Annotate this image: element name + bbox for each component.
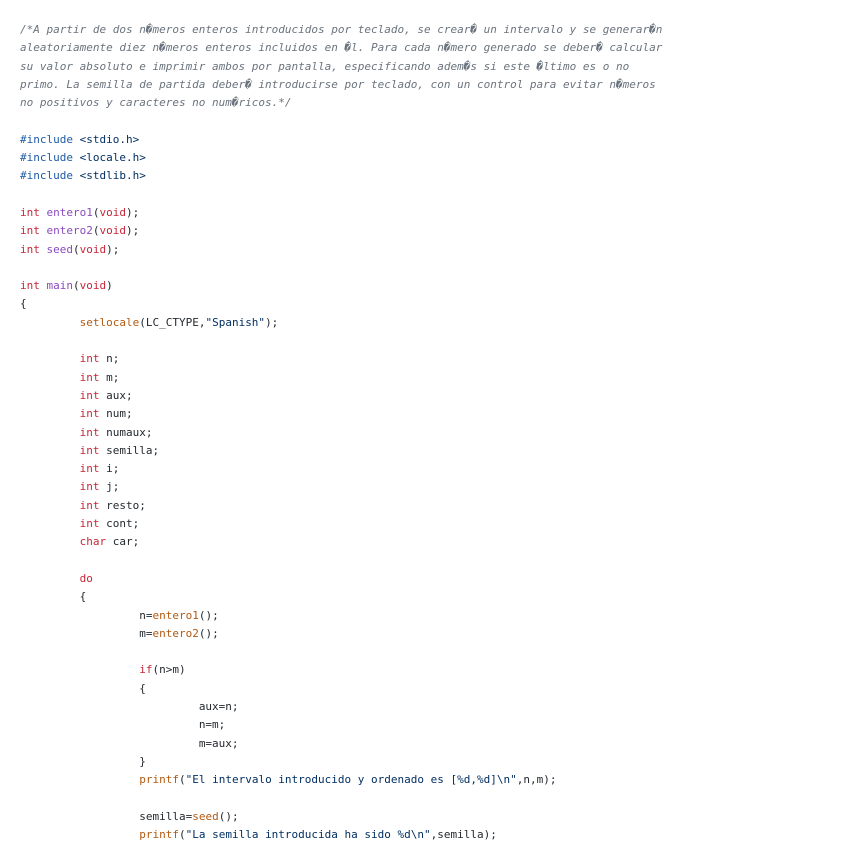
code-line[interactable] xyxy=(20,698,662,716)
code-token xyxy=(20,773,139,786)
code-token: int xyxy=(20,279,40,293)
code-token xyxy=(20,517,80,530)
code-token: cont; xyxy=(99,517,140,531)
code-line[interactable] xyxy=(20,350,662,368)
code-token: int xyxy=(20,224,40,238)
code-token xyxy=(20,371,80,384)
code-token xyxy=(73,133,80,146)
code-token: su valor absoluto e imprimir ambos por pantalla, especificando adem�s si este �ltimo es o no xyxy=(20,59,630,73)
code-token: n=m; xyxy=(198,718,226,732)
code-token: int xyxy=(79,388,100,402)
code-token: main xyxy=(46,279,73,293)
code-line[interactable] xyxy=(20,222,662,240)
code-token: int xyxy=(79,370,100,384)
code-token: int xyxy=(20,205,40,219)
code-token: (); xyxy=(218,809,239,823)
code-token: char xyxy=(79,535,107,549)
code-token: ) xyxy=(106,279,113,293)
code-token xyxy=(20,682,139,695)
code-line[interactable] xyxy=(20,149,662,167)
code-token: j; xyxy=(99,480,120,494)
code-token: ); xyxy=(125,205,140,219)
code-line[interactable] xyxy=(20,387,662,405)
code-line[interactable] xyxy=(20,661,662,679)
code-line[interactable] xyxy=(20,94,662,112)
code-line[interactable] xyxy=(20,241,662,259)
code-token xyxy=(20,462,80,475)
code-line[interactable] xyxy=(20,753,662,771)
code-line[interactable] xyxy=(20,259,662,277)
code-token: entero1 xyxy=(152,608,199,622)
code-token xyxy=(40,206,47,219)
code-token xyxy=(40,224,47,237)
code-line[interactable] xyxy=(20,533,662,551)
code-token: int xyxy=(20,242,40,256)
code-token xyxy=(20,444,80,457)
code-line[interactable] xyxy=(20,405,662,423)
code-token: int xyxy=(79,425,100,439)
code-token: ( xyxy=(73,242,80,256)
code-token: entero2 xyxy=(46,224,93,238)
code-token xyxy=(40,279,47,292)
code-token: /*A partir de dos n�meros enteros introducidos por teclado, se crear� un intervalo y se generar�n xyxy=(20,23,663,36)
code-line[interactable] xyxy=(20,826,662,844)
code-token: ,n,m); xyxy=(516,773,557,787)
code-token xyxy=(73,169,80,182)
code-line[interactable] xyxy=(20,680,662,698)
code-token: ( xyxy=(92,205,100,219)
code-token: car; xyxy=(106,535,140,549)
code-token xyxy=(20,590,80,603)
code-token: ( xyxy=(178,773,186,787)
code-token: semilla= xyxy=(139,809,193,823)
code-token: (); xyxy=(198,626,219,640)
code-line[interactable] xyxy=(20,588,662,606)
code-token xyxy=(20,426,80,439)
code-token: printf xyxy=(139,773,179,787)
code-token: aleatoriamente diez n�meros enteros incluidos en �l. Para cada n�mero generado se deber� calcular xyxy=(20,41,663,55)
code-token: no positivos y caracteres no num�ricos.*/ xyxy=(20,96,292,110)
code-token: m=aux; xyxy=(198,736,239,750)
code-token: (); xyxy=(198,608,219,622)
code-token xyxy=(20,407,80,420)
code-token: seed xyxy=(192,809,219,823)
code-token: (LC_CTYPE, xyxy=(139,315,206,329)
code-token: <stdlib.h> xyxy=(79,169,146,183)
code-token xyxy=(20,627,139,640)
code-token: ); xyxy=(106,242,120,256)
code-token: void xyxy=(99,205,126,219)
code-token: ( xyxy=(73,279,80,293)
code-token: void xyxy=(79,279,107,293)
code-token xyxy=(20,718,199,731)
code-line[interactable] xyxy=(20,314,662,332)
code-line[interactable] xyxy=(20,167,662,185)
code-token xyxy=(20,572,80,585)
code-token: m; xyxy=(99,370,120,384)
code-token xyxy=(40,243,47,256)
code-token: { xyxy=(79,590,87,604)
code-token: void xyxy=(79,242,107,256)
code-token: ( xyxy=(92,224,100,238)
code-token: aux=n; xyxy=(198,699,239,713)
code-token: aux; xyxy=(99,388,133,402)
code-token: n; xyxy=(99,352,120,366)
code-token: void xyxy=(99,224,126,238)
code-token xyxy=(20,663,139,676)
code-token: i; xyxy=(99,462,120,476)
code-line[interactable] xyxy=(20,112,662,130)
code-line[interactable] xyxy=(20,478,662,496)
code-token xyxy=(20,828,139,841)
code-token xyxy=(20,700,199,713)
code-line[interactable] xyxy=(20,771,662,789)
code-token xyxy=(20,480,80,493)
code-token: <locale.h> xyxy=(79,151,146,165)
code-token xyxy=(20,352,80,365)
code-line[interactable] xyxy=(20,789,662,807)
code-token: #include xyxy=(20,169,73,183)
code-token: printf xyxy=(139,828,179,842)
code-token xyxy=(20,755,139,768)
code-token: int xyxy=(79,498,100,512)
code-token: int xyxy=(79,517,100,531)
code-line[interactable] xyxy=(20,277,662,295)
code-line[interactable] xyxy=(20,643,662,661)
code-token: entero1 xyxy=(46,205,93,219)
code-line[interactable] xyxy=(20,497,662,515)
code-line[interactable] xyxy=(20,21,662,39)
code-token: (n>m) xyxy=(152,663,186,677)
code-line[interactable] xyxy=(20,442,662,460)
code-line[interactable] xyxy=(20,131,662,149)
code-line[interactable] xyxy=(20,76,662,94)
code-token: numaux; xyxy=(99,425,153,439)
code-token xyxy=(20,535,80,548)
code-line[interactable] xyxy=(20,515,662,533)
code-token: #include xyxy=(20,132,73,146)
code-token: resto; xyxy=(99,498,146,512)
code-token: int xyxy=(79,407,100,421)
code-line[interactable] xyxy=(20,625,662,643)
code-token: ); xyxy=(125,224,140,238)
code-token xyxy=(20,810,139,823)
code-token: n= xyxy=(139,608,153,622)
code-token xyxy=(20,499,80,512)
code-line[interactable] xyxy=(20,460,662,478)
code-token: if xyxy=(139,663,153,677)
code-token: num; xyxy=(99,407,133,421)
code-token: "La semilla introducida ha sido %d\n" xyxy=(185,828,431,842)
code-token: entero2 xyxy=(152,626,199,640)
code-line[interactable] xyxy=(20,186,662,204)
code-line[interactable] xyxy=(20,552,662,570)
code-token: <stdio.h> xyxy=(79,132,140,146)
code-token: setlocale xyxy=(79,315,140,329)
code-token: semilla; xyxy=(99,443,160,457)
code-token: "El intervalo introducido y ordenado es [%d,%d]\n" xyxy=(185,773,517,787)
code-token xyxy=(20,609,139,622)
code-token: int xyxy=(79,443,100,457)
code-token: #include xyxy=(20,151,73,165)
code-token: int xyxy=(79,462,100,476)
code-line[interactable] xyxy=(20,808,662,826)
code-line[interactable] xyxy=(20,607,662,625)
code-token: } xyxy=(139,754,146,768)
code-token: ,semilla); xyxy=(430,828,497,842)
code-token: primo. La semilla de partida deber� introducirse por teclado, con un control para evitar n�meros xyxy=(20,77,656,91)
code-token xyxy=(20,737,199,750)
code-line[interactable] xyxy=(20,369,662,387)
code-token xyxy=(20,389,80,402)
code-line[interactable] xyxy=(20,570,662,588)
code-line[interactable] xyxy=(20,295,662,313)
code-editor[interactable] xyxy=(20,21,662,844)
code-token: ); xyxy=(265,315,279,329)
code-line[interactable] xyxy=(20,716,662,734)
code-line[interactable] xyxy=(20,39,662,57)
code-token: do xyxy=(79,571,93,585)
code-token: { xyxy=(139,681,146,695)
code-line[interactable] xyxy=(20,332,662,350)
code-line[interactable] xyxy=(20,204,662,222)
code-token: int xyxy=(79,352,100,366)
code-token: ( xyxy=(178,828,186,842)
code-line[interactable] xyxy=(20,424,662,442)
code-token xyxy=(20,316,80,329)
code-token: int xyxy=(79,480,100,494)
code-token: "Spanish" xyxy=(205,315,266,329)
code-token: { xyxy=(20,297,27,311)
code-token: m= xyxy=(139,626,153,640)
code-line[interactable] xyxy=(20,735,662,753)
code-line[interactable] xyxy=(20,58,662,76)
code-token xyxy=(73,151,80,164)
code-token: seed xyxy=(46,242,73,256)
